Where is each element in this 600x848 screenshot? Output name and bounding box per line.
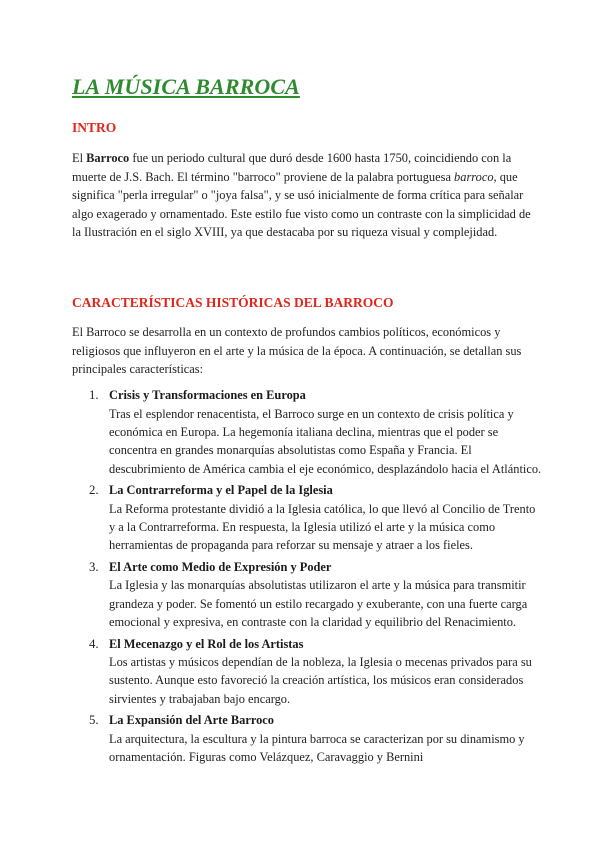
intro-paragraph	[72, 149, 532, 242]
characteristics-list	[72, 386, 542, 770]
list-item-number: 2.	[89, 483, 99, 498]
list-item-body: La Reforma protestante dividió a la Iglesia católica, lo que llevó al Concilio de Trento y a la Contrarreforma. En respuesta, la Iglesia utilizó el arte y la música como herramientas de propaganda para reforzar su mensaje y atraer a los fieles.	[109, 501, 536, 553]
list-item-body: La arquitectura, la escultura y la pintura barroca se caracterizan por su dinamismo y ornamentación. Figuras como Velázquez, Caravaggio y Bernini	[109, 731, 525, 765]
characteristics-intro: El Barroco se desarrolla en un contexto de profundos cambios políticos, económicos y religiosos que influyeron en el arte y la música de la época. A continuación, se detallan sus principales características:	[72, 325, 522, 376]
list-item-number: 5.	[89, 713, 99, 728]
list-item	[72, 558, 542, 632]
intro-heading: INTRO	[72, 120, 117, 135]
intro-text-lead: El	[72, 151, 87, 165]
characteristics-heading: CARACTERÍSTICAS HISTÓRICAS DEL BARROCO	[72, 295, 394, 310]
intro-text-italic: barroco	[454, 169, 494, 184]
list-item-number: 4.	[89, 636, 99, 651]
list-item-body: Los artistas y músicos dependían de la nobleza, la Iglesia o mecenas privados para su sustento. Aunque esto favoreció la creación artística, los músicos eran considerados sirvientes y trabajaban bajo encargo.	[109, 655, 532, 706]
list-item-title: La Contrarreforma y el Papel de la Iglesia	[109, 483, 333, 498]
intro-text-mid: fue un periodo cultural que duró desde 1600 hasta 1750, coincidiendo con la muerte de J.S. Bach. El término "barroco" proviene de la palabra portuguesa	[72, 151, 512, 184]
list-item	[72, 386, 542, 478]
list-item-number: 1.	[89, 388, 99, 402]
document-title: LA MÚSICA BARROCA	[72, 74, 300, 99]
list-item	[72, 635, 542, 709]
list-item-title: El Arte como Medio de Expresión y Poder	[109, 559, 332, 574]
list-item-number: 3.	[89, 559, 99, 574]
list-item-title: La Expansión del Arte Barroco	[109, 713, 274, 728]
list-item	[72, 711, 542, 766]
list-item-title: El Mecenazgo y el Rol de los Artistas	[109, 636, 304, 651]
intro-text-bold: Barroco	[86, 151, 130, 165]
list-item-body: Tras el esplendor renacentista, el Barroco surge en un contexto de crisis política y económica en Europa. La hegemonía italiana declina, mientras que el poder se concentra en grandes monarquías absolutistas como España y Francia. El descubrimiento de América cambia el eje económico, desplazándolo hacia el Atlántico.	[109, 406, 542, 476]
list-item	[72, 481, 542, 555]
list-item-body: La Iglesia y las monarquías absolutistas utilizaron el arte y la música para transmitir grandeza y poder. Se fomentó un estilo recargado y exuberante, con una fuerte carga emocional y expresiva, en contraste con la claridad y equilibrio del Renacimiento.	[109, 578, 528, 630]
intro-text-rest: , que significa "perla irregular" o "joya falsa", y se usó inicialmente de forma crítica para señalar algo exagerado y ornamentado. Este estilo fue visto como un contraste con la simplicidad de la Ilustración en el siglo XVIII, ya que destacaba por su riqueza visual y complejidad.	[72, 169, 531, 239]
list-item-title: Crisis y Transformaciones en Europa	[109, 388, 306, 402]
